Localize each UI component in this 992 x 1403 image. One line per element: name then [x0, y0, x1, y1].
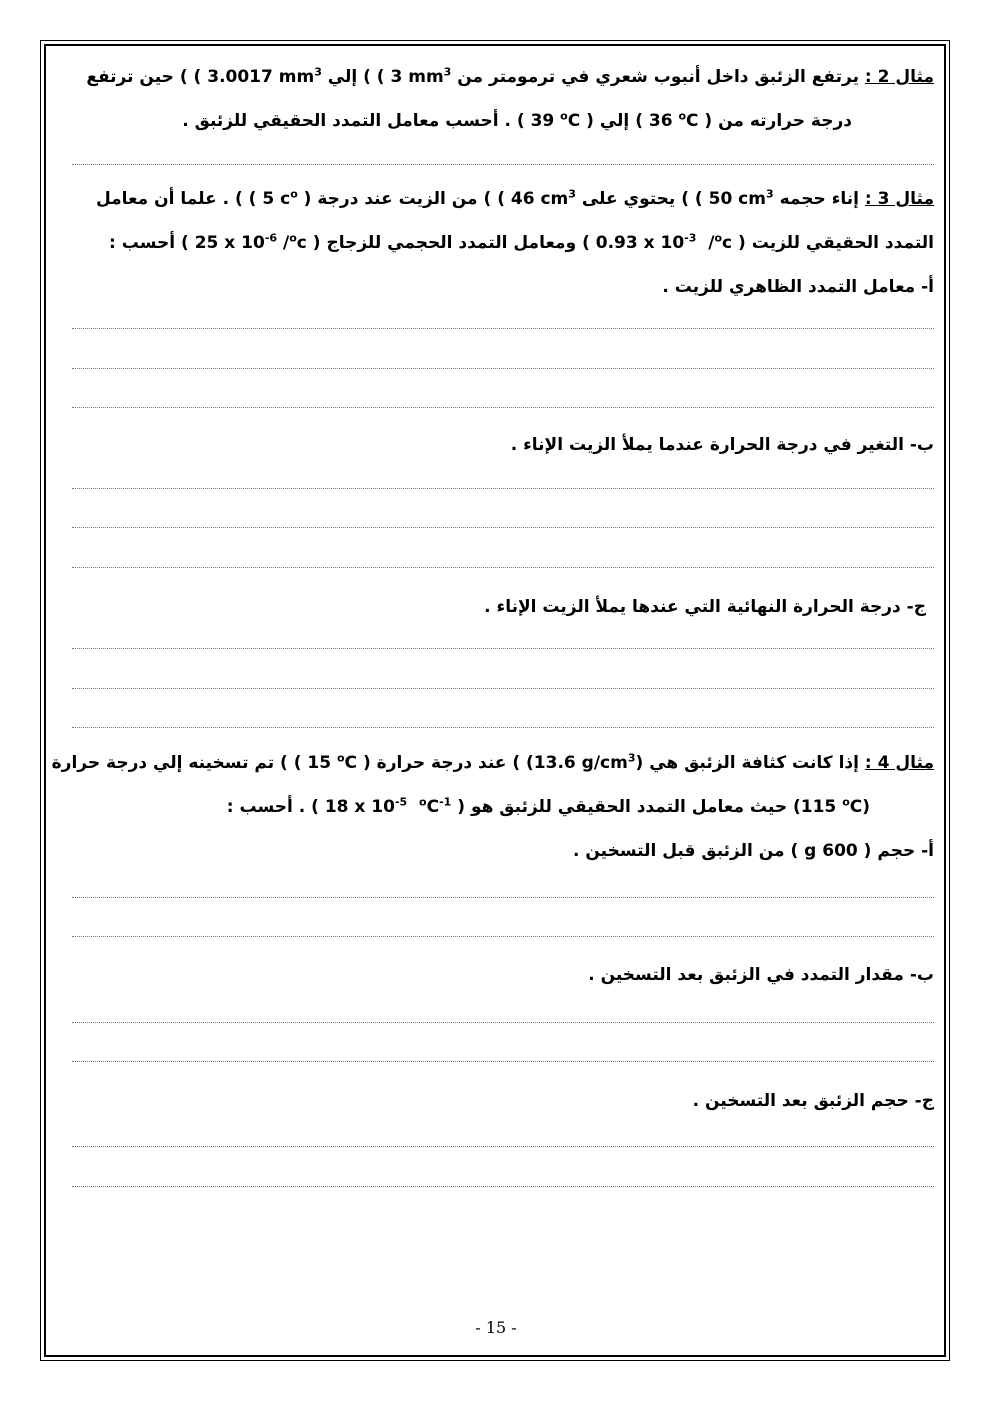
answer-line: [72, 368, 934, 369]
answer-line: [72, 488, 934, 489]
answer-line: [72, 1186, 934, 1187]
answer-line: [72, 1022, 934, 1023]
answer-line: [72, 648, 934, 649]
answer-line: [72, 1061, 934, 1062]
example-2-line-1: مثال 2 : يرتفع الزئبق داخل أنبوب شعري في ترمومتر من ( 3 $mm^3$ ) إلي ( 3.0017 $mm^3$ ) حين ترتفع: [86, 65, 934, 87]
answer-line: [72, 897, 934, 898]
example-4-question-b: ب- مقدار التمدد في الزئبق بعد التسخين .: [588, 965, 934, 985]
example-4-line-1: مثال 4 : إذا كانت كثافة الزئبق هي (13.6 $g/cm^3$) ) عند درجة حرارة ( 15 $^o$C ) ) تم تسخينه إلي درجة حرارة: [51, 751, 934, 773]
answer-line: [72, 164, 934, 165]
answer-line: [72, 567, 934, 568]
answer-line: [72, 936, 934, 937]
answer-line: [72, 688, 934, 689]
example-3-line-2: التمدد الحقيقي للزيت ( 0.93 x $10^{-3}$ /$^o$c ) ومعامل التمدد الحجمي للزجاج ( 25 x $10^{-6}$ /$^o$c ) أحسب :: [108, 231, 934, 253]
example-3-label: مثال 3 :: [864, 189, 934, 209]
example-3-question-c: ج- درجة الحرارة النهائية التي عندها يملأ الزيت الإناء .: [484, 597, 926, 617]
answer-line: [72, 527, 934, 528]
example-4-label: مثال 4 :: [864, 753, 934, 773]
example-4-line-2: (115 $^o$C) حيث معامل التمدد الحقيقي للزئبق هو ( 18 x $10^{-5}$ $^oC^{-1}$ ) . أحسب :: [226, 795, 870, 817]
answer-line: [72, 727, 934, 728]
page-number: - 15 -: [475, 1318, 517, 1337]
example-4-question-c: ج- حجم الزئبق بعد التسخين .: [692, 1091, 934, 1111]
answer-line: [72, 1146, 934, 1147]
example-3-line-1: مثال 3 : إناء حجمه ( 50 $cm^3$ ) يحتوي على ( 46 $cm^3$ ) من الزيت عند درجة ( 5 $c^o$ ) ) . علما أن معامل: [95, 187, 934, 209]
example-2-label: مثال 2 :: [864, 67, 934, 87]
example-3-question-a: أ- معامل التمدد الظاهري للزيت .: [662, 277, 934, 297]
example-4-question-a: أ- حجم ( 600 g ) من الزئبق قبل التسخين .: [572, 841, 934, 861]
example-2-line-2: درجة حرارته من ( 36 $^o$C ) إلي ( 39 $^o$C ) . أحسب معامل التمدد الحقيقي للزئبق .: [182, 109, 852, 131]
example-3-question-b: ب- التغير في درجة الحرارة عندما يملأ الزيت الإناء .: [510, 435, 934, 455]
answer-line: [72, 407, 934, 408]
answer-line: [72, 328, 934, 329]
